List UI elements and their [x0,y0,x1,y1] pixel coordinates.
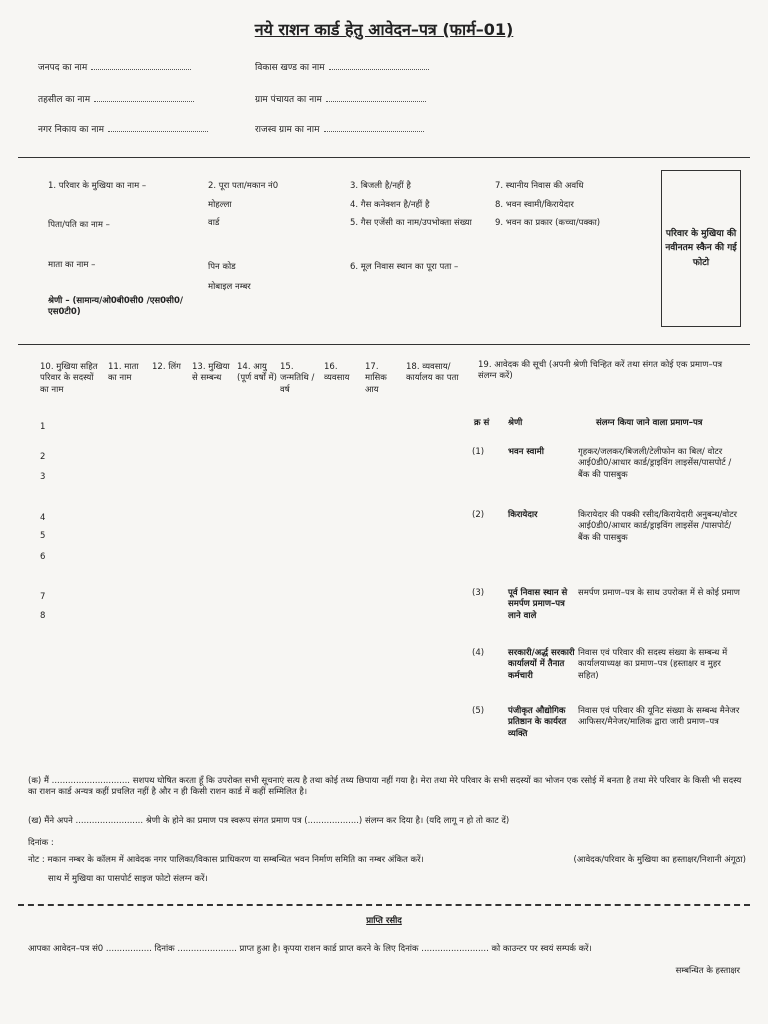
doc-item-no: (4) [472,648,485,658]
doc-col-sn: क्र सं [474,418,490,428]
receipt-text: आपका आवेदन–पत्र सं0 ................. दिनांक ...................... प्राप्त हुआ है। कृपया राशन कार्ड प्राप्त करने के लिए दिनांक ......................... को काउन्टर पर स्वयं सम्पर्क करें। [28,944,592,954]
field-mobile[interactable]: मोबाइल नम्बर [208,282,251,292]
receipt-heading: प्राप्ति रसीद [366,916,402,926]
photo-box[interactable] [661,170,741,327]
applicant-signature[interactable]: (आवेदक/परिवार के मुखिया का हस्ताक्षर/निशानी अंगूठा) [573,855,746,865]
field-mohalla[interactable]: मोहल्ला [208,200,232,210]
receipt-signature[interactable]: सम्बन्धित के हस्ताक्षर [675,966,740,976]
divider [18,157,750,158]
field-pincode[interactable]: पिन कोड [208,262,236,272]
doc-col-documents: संलग्न किया जाने वाला प्रमाण–पत्र [596,418,703,428]
col-gender: 12. लिंग [152,362,181,372]
field-native-address[interactable]: 6. मूल निवास स्थान का पूरा पता – [350,262,459,272]
cut-line [18,904,750,906]
field-district[interactable] [38,60,191,73]
field-label: विकास खण्ड का नाम [255,63,325,73]
col-age: 14. आयु (पूर्ण वर्षों में) [237,362,277,384]
col-dob: 15. जन्मतिथि /वर्ष [280,362,315,395]
doc-item-docs: गृहकर/जलकर/बिजली/टेलीफोन का बिल/ वोटर आई0डी0/आधार कार्ड/ड्राइविंग लाइसेंस/पासपोर्ट / बैंक की पासबुक [578,447,732,480]
doc-item-category: पंजीकृत औद्योगिक प्रतिष्ठान के कार्यरत व्यक्ति [508,706,567,739]
field-gram-panchayat[interactable] [255,92,426,105]
row-number: 7 [40,592,46,602]
field-building-type[interactable]: 9. भवन का प्रकार (कच्चा/पक्का) [495,218,601,228]
row-number: 4 [40,513,46,523]
field-tehsil[interactable] [38,92,194,105]
field-ward[interactable]: वार्ड [208,218,220,228]
col-occupation: 16. व्यवसाय [324,362,350,384]
field-rajasva-gram[interactable] [255,122,424,135]
field-head-name[interactable]: 1. परिवार के मुखिया का नाम – [48,181,147,191]
note-line-2: साथ में मुखिया का पासपोर्ट साइज फोटो संलग्न करें। [48,874,208,884]
note-line-1: नोट : मकान नम्बर के कॉलम में आवेदक नगर पालिका/विकास प्राधिकरण या सम्बन्धित भवन निर्माण समिति का नम्बर अंकित करें। [28,855,424,865]
row-number: 3 [40,472,46,482]
doc-item-category: किरायेदार [508,510,538,520]
divider [18,344,750,345]
field-label: नगर निकाय का नाम [38,125,105,135]
field-vikas-khand[interactable] [255,60,429,73]
doc-item-docs: निवास एवं परिवार की सदस्य संख्या के सम्बन्ध में कार्यालयाध्यक्ष का प्रमाण–पत्र (हस्ताक्षर व मुहर सहित) [578,648,728,681]
field-gas-connection[interactable]: 4. गैस कनेक्शन है/नहीं है [350,200,430,210]
declaration-ka: (क) मैं ............................. सशपथ घोषित करता हूँ कि उपरोक्त सभी सूचनाएं सत्य है तथा कोई तथ्य छिपाया नहीं गया है। मेरा तथा मेरे परिवार के सभी सदस्यों का भोजन एक रसोई में बनता है तथा मेरे परिवार के किसी भी सदस्य का राशन कार्ड अन्यत्र कहीं प्रचलित नहीं है और न ही किसी राशन कार्ड में कहीं सम्मिलित है। [28,776,742,798]
row-number: 1 [40,422,46,432]
field-label: राजस्व ग्राम का नाम [255,125,320,135]
field-gas-agency[interactable]: 5. गैस एजेंसी का नाम/उपभोक्ता संख्या [350,218,472,228]
declaration-kha: (ख) मैंने अपने ......................... श्रेणी के होने का प्रमाण पत्र स्वरूप संगत प्रमाण पत्र (...................) संलग्न कर दिया है। (यदि लागू न हो तो काट दें) [28,816,510,826]
field-nagar-nikay[interactable] [38,122,208,135]
doc-item-category: भवन स्वामी [508,447,544,457]
doc-item-docs: निवास एवं परिवार की यूनिट संख्या के सम्बन्ध मैनेजर आफिसर/मैनेजर/मालिक द्वारा जारी प्रमाण–पत्र [578,706,740,728]
field-label: तहसील का नाम [38,95,91,105]
col-member-name: 10. मुखिया सहित परिवार के सदस्यों का नाम [40,362,98,395]
col-mother-name: 11. माता का नाम [108,362,139,384]
field-electricity[interactable]: 3. बिजली है/नहीं है [350,181,411,191]
row-number: 5 [40,531,46,541]
row-number: 6 [40,552,46,562]
field-residence-duration[interactable]: 7. स्थानीय निवास की अवधि [495,181,584,191]
col-relation: 13. मुखिया से सम्बन्ध [192,362,230,384]
doc-item-no: (5) [472,706,485,716]
row-number: 8 [40,611,46,621]
doc-item-no: (3) [472,588,485,598]
field-category[interactable]: श्रेणी – (सामान्य/ओ0बी0सी0 /एस0सी0/एस0टी0) [48,296,184,318]
row-number: 2 [40,452,46,462]
doc-item-no: (1) [472,447,485,457]
date-field[interactable]: दिनांक : [28,838,54,848]
form-title: नये राशन कार्ड हेतु आवेदन–पत्र (फार्म–01) [254,20,514,39]
doc-item-no: (2) [472,510,485,520]
col-office-address: 18. व्यवसाय/कार्यालय का पता [406,362,459,384]
doc-col-category: श्रेणी [508,418,523,428]
doc-item-docs: समर्पण प्रमाण–पत्र के साथ उपरोक्त में से कोई प्रमाण [578,588,740,598]
field-mother-name[interactable]: माता का नाम – [48,260,96,270]
col-monthly-income: 17. मासिक आय [365,362,387,395]
photo-box-label: परिवार के मुखिया की नवीनतम स्कैन की गई फोटो [665,228,737,268]
field-father-husband[interactable]: पिता/पति का नाम – [48,220,110,230]
doc-item-category: सरकारी/अर्द्ध सरकारी कार्यालयों में तैनात कर्मचारी [508,648,575,681]
field-owner-tenant[interactable]: 8. भवन स्वामी/किरायेदार [495,200,574,210]
field-label: जनपद का नाम [38,63,88,73]
doc-item-docs: किरायेदार की पक्की रसीद/किरायेदारी अनुबन्ध/वोटर आई0डी0/आधार कार्ड/ड्राइविंग लाइसेंस /पासपोर्ट/बैंक की पासबुक [578,510,737,543]
doc-item-category: पूर्व निवास स्थान से समर्पण प्रमाण–पत्र लाने वाले [508,588,568,621]
field-label: ग्राम पंचायत का नाम [255,95,322,105]
doc-list-heading: 19. आवेदक की सूची (अपनी श्रेणी चिन्हित करें तथा संगत कोई एक प्रमाण–पत्र संलग्न करें) [478,360,723,382]
field-address[interactable]: 2. पूरा पता/मकान नं0 [208,181,279,191]
